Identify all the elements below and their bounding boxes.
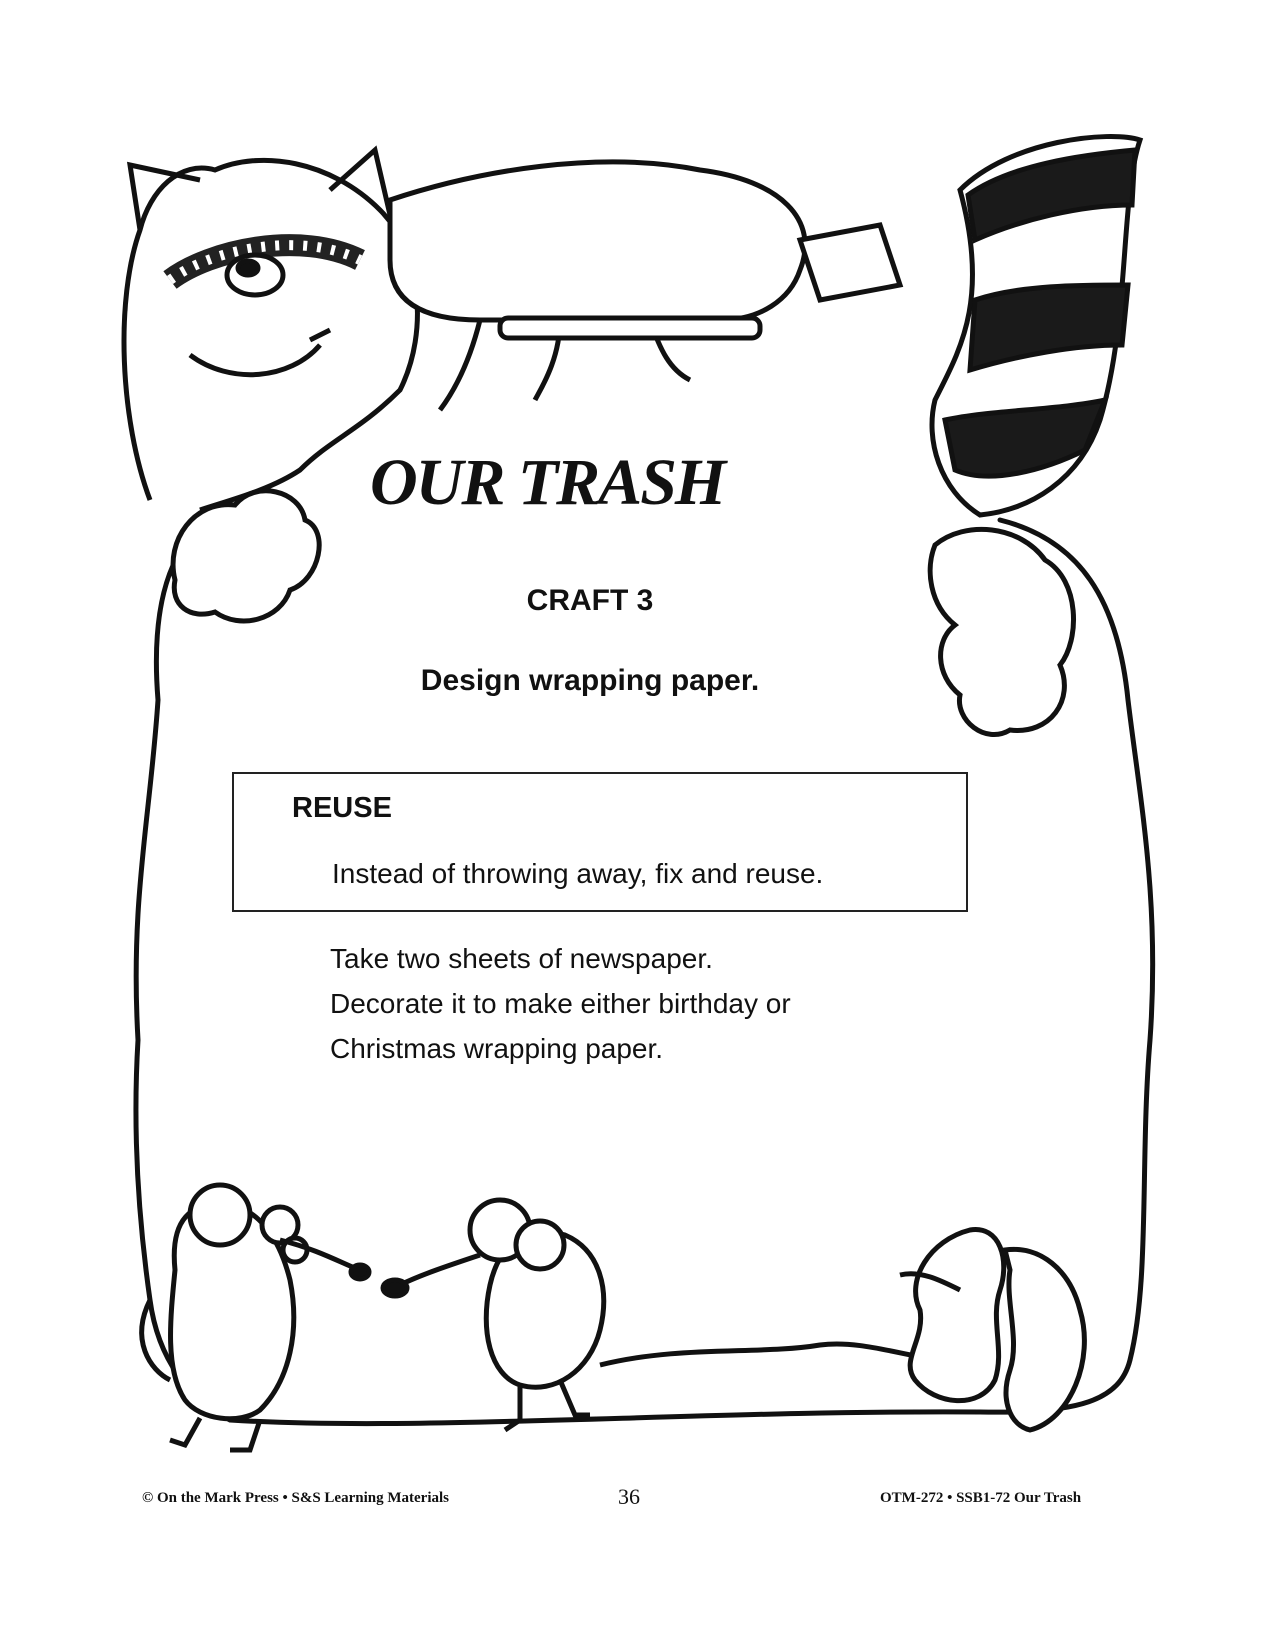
craft-label: CRAFT 3 bbox=[526, 584, 654, 617]
raccoon-tail-illustration bbox=[932, 137, 1140, 515]
activity-subtitle: Design wrapping paper. bbox=[420, 664, 760, 697]
reuse-heading: REUSE bbox=[292, 792, 392, 824]
footer-publisher: © On the Mark Press • S&S Learning Materials bbox=[142, 1490, 449, 1506]
apple-core-illustration bbox=[900, 1230, 1084, 1430]
instruction-line: Take two sheets of newspaper. bbox=[330, 943, 713, 974]
page-title: OUR TRASH bbox=[370, 446, 725, 519]
footer-product-code: OTM-272 • SSB1-72 Our Trash bbox=[880, 1490, 1082, 1506]
mouse-illustration bbox=[142, 1185, 369, 1450]
reuse-text: Instead of throwing away, fix and reuse. bbox=[332, 858, 824, 889]
instruction-line: Christmas wrapping paper. bbox=[330, 1033, 664, 1064]
trash-bag-illustration bbox=[390, 162, 900, 410]
mouse-illustration bbox=[383, 1200, 940, 1430]
page-number: 36 bbox=[618, 1484, 640, 1509]
instructions bbox=[330, 936, 930, 1071]
instruction-line: Decorate it to make either birthday or bbox=[330, 988, 791, 1019]
reuse-box bbox=[232, 772, 968, 912]
